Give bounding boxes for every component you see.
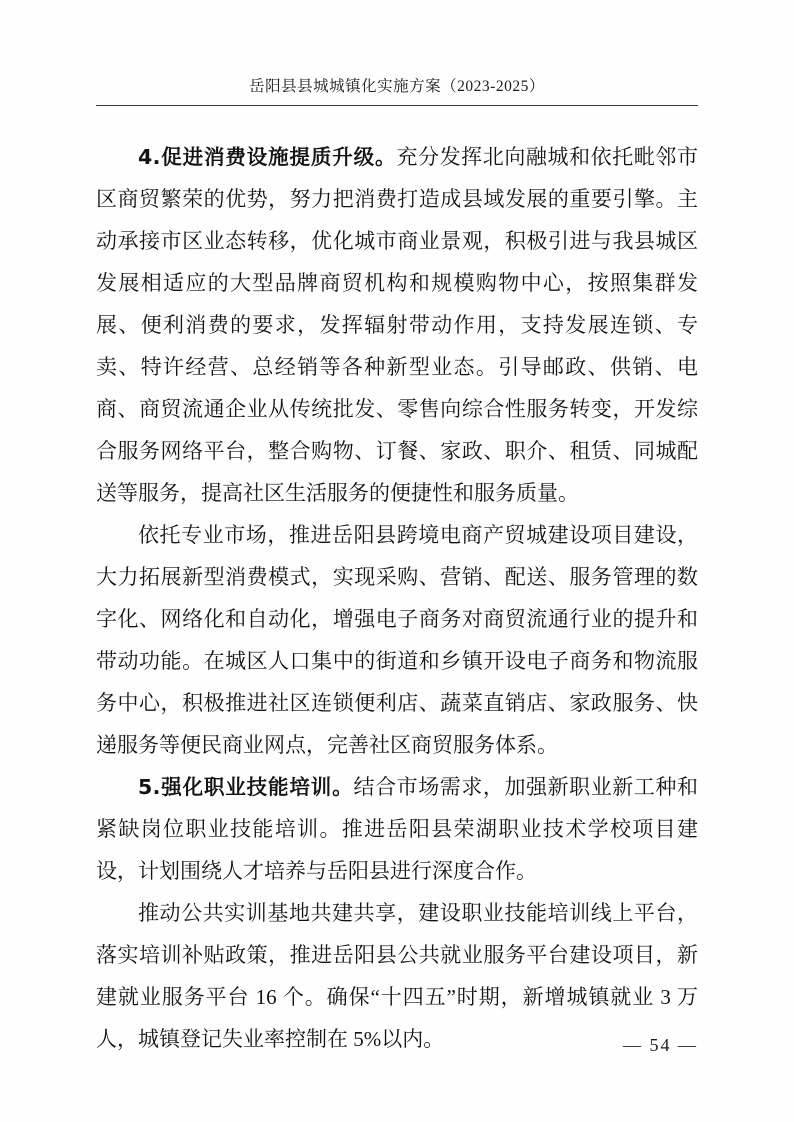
paragraph-2 xyxy=(96,514,698,766)
paragraph-4 xyxy=(96,892,698,1060)
page-header xyxy=(96,74,698,105)
paragraph-2-text: 依托专业市场，推进岳阳县跨境电商产贸城建设项目建设，大力拓展新型消费模式，实现采购、营销、配送、服务管理的数字化、网络化和自动化，增强电子商务对商贸流通行业的提升和带动功能。在城区人口集中的街道和乡镇开设电子商务和物流服务中心，积极推进社区连锁便利店、蔬菜直销店、家政服务、快递服务等便民商业网点，完善社区商贸服务体系。 xyxy=(96,523,698,757)
paragraph-3-lead: 5.强化职业技能培训。 xyxy=(138,775,354,799)
header-divider xyxy=(96,105,698,106)
paragraph-1-lead: 4.促进消费设施提质升级。 xyxy=(138,145,397,169)
paragraph-1-text: 充分发挥北向融城和依托毗邻市区商贸繁荣的优势，努力把消费打造成县域发展的重要引擎。主动承接市区业态转移，优化城市商业景观，积极引进与我县城区发展相适应的大型品牌商贸机构和规模购物中心，按照集群发展、便利消费的要求，发挥辐射带动作用，支持发展连锁、专卖、特许经营、总经销等各种新型业态。引导邮政、供销、电商、商贸流通企业从传统批发、零售向综合性服务转变，开发综合服务网络平台，整合购物、订餐、家政、职介、租赁、同城配送等服务，提高社区生活服务的便捷性和服务质量。 xyxy=(96,145,699,505)
page-footer xyxy=(623,1035,698,1056)
header-title: 岳阳县县城城镇化实施方案（2023-2025） xyxy=(249,78,545,95)
document-body xyxy=(96,136,698,1060)
page-number: — 54 — xyxy=(623,1035,698,1055)
paragraph-3 xyxy=(96,766,698,892)
paragraph-4-text: 推动公共实训基地共建共享，建设职业技能培训线上平台，落实培训补贴政策，推进岳阳县公共就业服务平台建设项目，新建就业服务平台 16 个。确保“十四五”时期，新增城镇就业 3 万人，城镇登记失业率控制在 5%以内。 xyxy=(96,901,698,1051)
paragraph-1 xyxy=(96,136,698,514)
paragraph-3-text: 结合市场需求，加强新职业新工种和紧缺岗位职业技能培训。推进岳阳县荣湖职业技术学校项目建设，计划围绕人才培养与岳阳县进行深度合作。 xyxy=(96,775,698,883)
